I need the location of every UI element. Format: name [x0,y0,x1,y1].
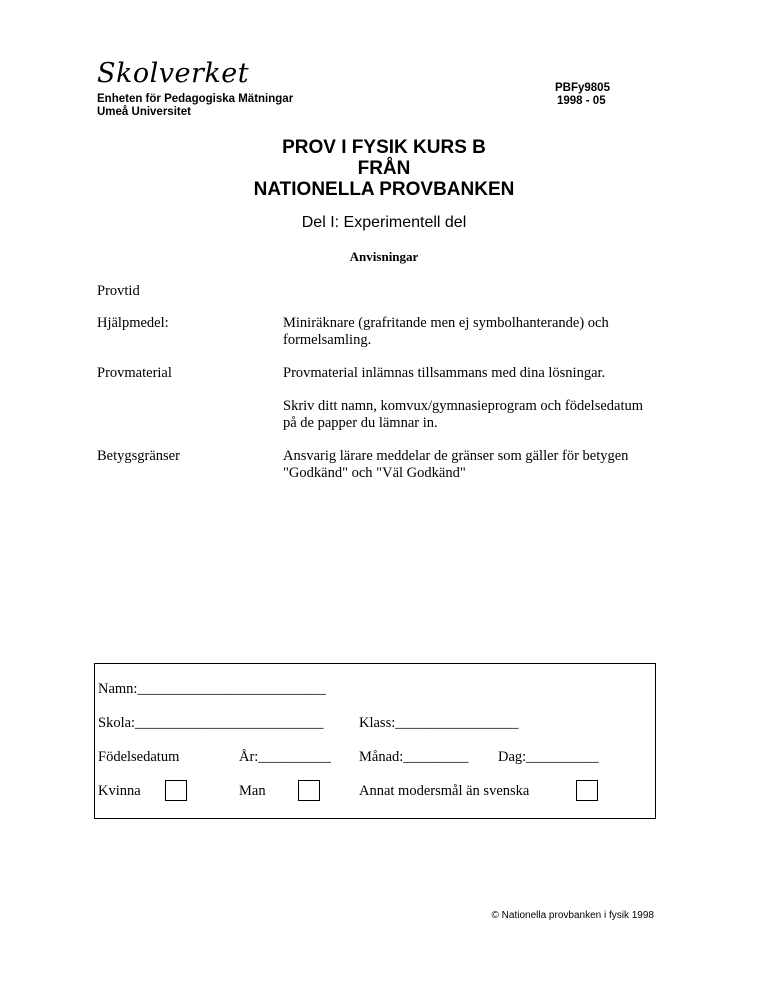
test-code: PBFy9805 [555,82,610,94]
kvinna-checkbox[interactable] [165,780,187,801]
ar-field[interactable]: År:__________ [239,749,331,765]
skolverket-logo: Skolverket [97,58,250,89]
provmaterial-label: Provmaterial [97,365,172,381]
betyg-text-line-1: Ansvarig lärare meddelar de gränser som gäller för betygen [283,448,629,464]
man-checkbox[interactable] [298,780,320,801]
skola-field[interactable]: Skola:__________________________ [98,715,324,731]
test-date: 1998 - 05 [557,95,606,107]
title-line-1: PROV I FYSIK KURS B [282,137,486,158]
provmaterial-text: Provmaterial inlämnas tillsammans med dina lösningar. [283,365,606,381]
betyg-text-line-2: "Godkänd" och "Väl Godkänd" [283,465,466,481]
man-label: Man [239,783,266,799]
annat-modersmal-checkbox[interactable] [576,780,598,801]
provtid-label: Provtid [97,283,140,299]
hjalpmedel-text-line-1: Miniräknare (grafritande men ej symbolhanterande) och [283,315,609,331]
instructions-heading: Anvisningar [349,249,419,264]
hjalpmedel-text-line-2: formelsamling. [283,332,372,348]
fodelsedatum-label: Födelsedatum [98,749,180,765]
hjalpmedel-label: Hjälpmedel: [97,315,169,331]
betyg-label: Betygsgränser [97,448,180,464]
copyright-footer: © Nationella provbanken i fysik 1998 [491,910,654,921]
unit-name: Enheten för Pedagogiska Mätningar [97,93,294,105]
title-line-2: FRÅN [357,158,411,179]
manad-field[interactable]: Månad:_________ [359,749,469,765]
namn-field[interactable]: Namn:__________________________ [98,681,326,697]
skriv-text-line-1: Skriv ditt namn, komvux/gymnasieprogram och födelsedatum [283,398,644,414]
title-line-3: NATIONELLA PROVBANKEN [253,179,515,200]
university-name: Umeå Universitet [97,106,191,118]
dag-field[interactable]: Dag:__________ [498,749,599,765]
klass-field[interactable]: Klass:_________________ [359,715,519,731]
kvinna-label: Kvinna [98,783,141,799]
annat-modersmal-label: Annat modersmål än svenska [359,783,530,799]
subtitle: Del I: Experimentell del [301,214,467,231]
skriv-text-line-2: på de papper du lämnar in. [283,415,438,431]
